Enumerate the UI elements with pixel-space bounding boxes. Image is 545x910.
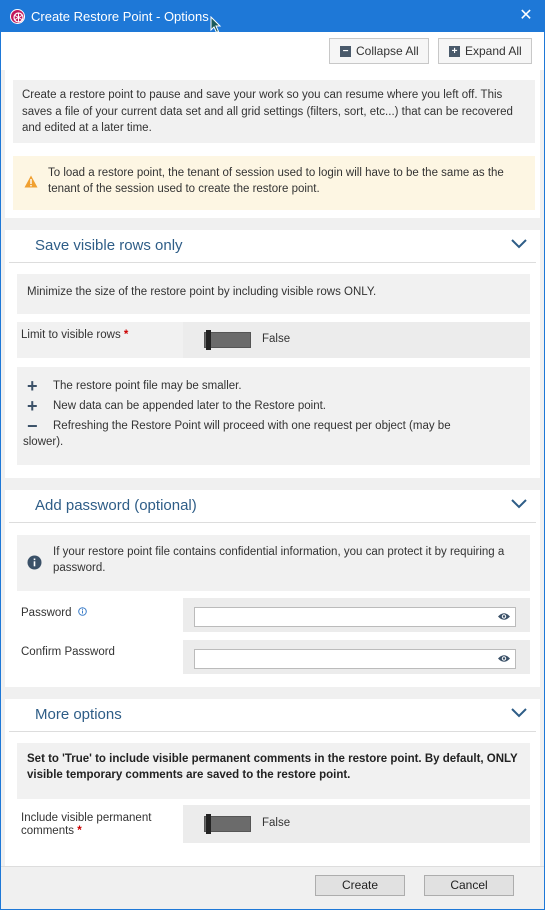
create-button[interactable]: Create (315, 875, 405, 896)
note-text: New data can be appended later to the Restore point. (53, 400, 326, 412)
section-title: Save visible rows only (35, 237, 183, 254)
include-comments-label-line2: comments (21, 825, 75, 837)
collapse-all-label: Collapse All (356, 44, 419, 58)
plus-icon: + (27, 396, 38, 416)
section-title: Add password (optional) (35, 497, 197, 514)
limit-visible-rows-label-text: Limit to visible rows (21, 329, 121, 341)
confirm-password-input[interactable] (194, 649, 516, 669)
note-text: The restore point file may be smaller. (53, 380, 242, 392)
section-divider (5, 218, 540, 230)
title-bar[interactable] (1, 1, 544, 32)
toggle-knob (206, 814, 211, 834)
show-password-eye-icon[interactable] (497, 653, 511, 664)
close-button[interactable]: ✕ (519, 7, 533, 24)
include-comments-label-line2-wrap (21, 825, 151, 838)
visible-rows-description: Minimize the size of the restore point by including visible rows ONLY. (17, 274, 530, 314)
note-text: slower). (23, 436, 64, 448)
chevron-down-icon[interactable] (510, 498, 528, 510)
limit-visible-rows-toggle[interactable] (204, 332, 251, 348)
visible-rows-notes (17, 367, 530, 465)
limit-visible-rows-label (21, 329, 128, 341)
confirm-password-label: Confirm Password (21, 646, 115, 658)
warning-text: To load a restore point, the tenant of session used to login will have to be the same as the tenant of the session used to create the restore point. (48, 167, 504, 195)
required-marker: * (123, 329, 129, 341)
intro-description: Create a restore point to pause and save your work so you can resume where you left off. This saves a file of your current data set and all grid settings (filters, sort, etc...) that can be recovered and edited at a later time. (13, 80, 535, 143)
collapse-all-button[interactable] (329, 38, 429, 64)
password-info-text: If your restore point file contains confidential information, you can protect it by requiring a password. (53, 546, 505, 574)
warning-banner (13, 156, 535, 210)
plus-icon: + (27, 376, 38, 396)
section-divider (5, 687, 540, 699)
chevron-down-icon[interactable] (510, 707, 528, 719)
options-panel[interactable] (5, 70, 540, 866)
password-info (17, 535, 530, 591)
show-password-eye-icon[interactable] (497, 611, 511, 622)
info-icon[interactable] (78, 607, 87, 616)
cancel-button[interactable]: Cancel (424, 875, 514, 896)
include-comments-label (21, 812, 151, 838)
warning-icon (24, 175, 38, 188)
password-input[interactable] (194, 607, 516, 627)
info-icon (27, 555, 42, 570)
include-comments-toggle[interactable] (204, 816, 251, 832)
toggle-knob (206, 330, 211, 350)
minus-square-icon: − (340, 46, 351, 57)
limit-visible-rows-value: False (262, 333, 291, 345)
dialog-footer (1, 866, 544, 909)
section-header-more-options[interactable] (9, 699, 536, 732)
more-options-description: Set to 'True' to include visible permanent comments in the restore point. By default, ONLY visible temporary comments are saved to the restore point. (17, 743, 530, 799)
section-header-password[interactable] (9, 490, 536, 523)
include-comments-value: False (262, 817, 291, 829)
section-title: More options (35, 706, 122, 723)
password-label-text: Password (21, 607, 72, 619)
app-logo-icon (10, 9, 25, 24)
required-marker: * (77, 825, 82, 837)
expand-all-button[interactable] (438, 38, 532, 64)
expand-all-label: Expand All (465, 44, 522, 58)
window-title: Create Restore Point - Options (31, 9, 209, 24)
note-text: Refreshing the Restore Point will proceed with one request per object (may be (53, 420, 451, 432)
minus-icon: − (27, 416, 38, 436)
section-divider (5, 478, 540, 490)
password-label (21, 607, 87, 619)
section-header-visible-rows[interactable] (9, 230, 536, 263)
chevron-down-icon[interactable] (510, 238, 528, 250)
include-comments-label-line1: Include visible permanent (21, 812, 152, 824)
plus-square-icon: + (449, 46, 460, 57)
toolbar (1, 32, 544, 70)
